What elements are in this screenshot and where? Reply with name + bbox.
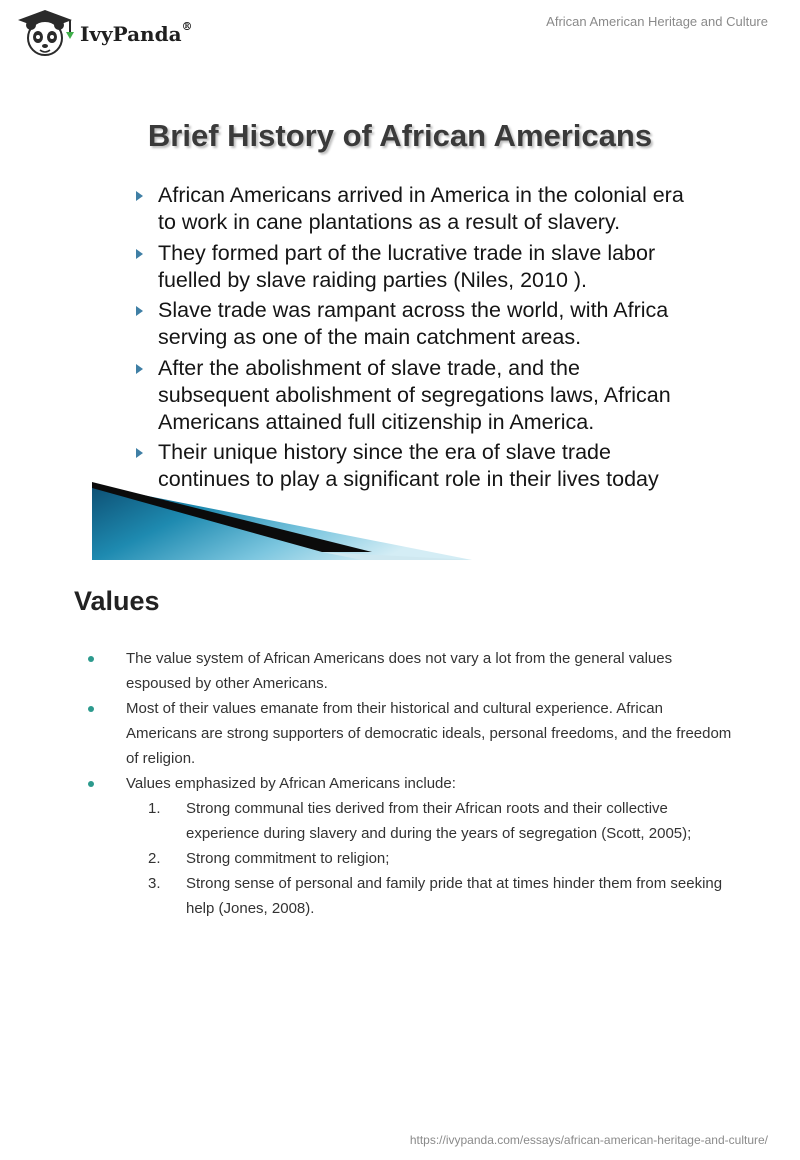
slide-bullet-item xyxy=(136,240,696,294)
values-list-item xyxy=(86,646,736,696)
slide-bullet-text: After the abolishment of slave trade, and the subsequent abolishment of segregations laws, African Americans attained full citizenship in America. xyxy=(158,355,671,434)
brand-text: IvyPanda xyxy=(80,22,182,46)
numbered-list-item xyxy=(126,846,736,871)
bullet-dot-icon xyxy=(88,656,94,662)
triangle-bullet-icon xyxy=(136,448,143,458)
slide-wedge-decoration xyxy=(92,482,492,560)
slide-image xyxy=(92,108,708,560)
slide-bullet-text: Slave trade was rampant across the world, with Africa serving as one of the main catchment areas. xyxy=(158,298,669,349)
numbered-item-text: Strong communal ties derived from their African roots and their collective experience during slavery and during the years of segregation (Scott, 2005); xyxy=(186,800,692,842)
triangle-bullet-icon xyxy=(136,191,143,201)
triangle-bullet-icon xyxy=(136,364,143,374)
running-title: African American Heritage and Culture xyxy=(546,14,768,29)
numbered-item-text: Strong commitment to religion; xyxy=(186,850,390,867)
registered-mark: ® xyxy=(181,20,193,34)
slide-bullet-item xyxy=(136,182,696,236)
slide-bullet-item xyxy=(136,297,696,351)
list-number: 1. xyxy=(148,800,161,817)
numbered-item-text: Strong sense of personal and family pride that at times hinder them from seeking help (Jones, 2008). xyxy=(186,875,723,917)
list-number: 2. xyxy=(148,850,161,867)
triangle-bullet-icon xyxy=(136,249,143,259)
values-item-text: Values emphasized by African Americans include: xyxy=(126,775,456,792)
triangle-bullet-icon xyxy=(136,306,143,316)
values-numbered-list xyxy=(126,796,736,921)
panda-logo-icon xyxy=(14,8,76,58)
values-item-text: The value system of African Americans does not vary a lot from the general values espoused by other Americans. xyxy=(126,650,673,692)
list-number: 3. xyxy=(148,875,161,892)
numbered-list-item xyxy=(126,796,736,846)
slide-bullet-text: They formed part of the lucrative trade in slave labor fuelled by slave raiding parties (Niles, 2010 ). xyxy=(158,240,656,292)
page-header xyxy=(0,0,800,60)
values-item-text: Most of their values emanate from their historical and cultural experience. African Americans are strong supporters of democratic ideals, personal freedoms, and the freedom of religion. xyxy=(126,700,732,767)
brand-name[interactable] xyxy=(80,22,193,46)
slide-bullet-text: Their unique history since the era of slave trade continues to play a significant role in their lives today xyxy=(158,440,659,491)
slide-title: Brief History of African Americans xyxy=(147,118,653,153)
slide-bullet-list xyxy=(136,182,696,497)
bullet-dot-icon xyxy=(88,706,94,712)
slide-bullet-item xyxy=(136,355,696,436)
values-list-item xyxy=(86,696,736,771)
values-heading: Values xyxy=(74,586,160,616)
numbered-list-item xyxy=(126,871,736,921)
slide-bullet-text: African Americans arrived in America in the colonial era to work in cane plantations as a result of slavery. xyxy=(158,183,684,234)
bullet-dot-icon xyxy=(88,781,94,787)
values-list-item xyxy=(86,771,736,921)
footer-url-link[interactable]: https://ivypanda.com/essays/african-american-heritage-and-culture/ xyxy=(409,1133,768,1147)
values-list xyxy=(86,646,736,921)
